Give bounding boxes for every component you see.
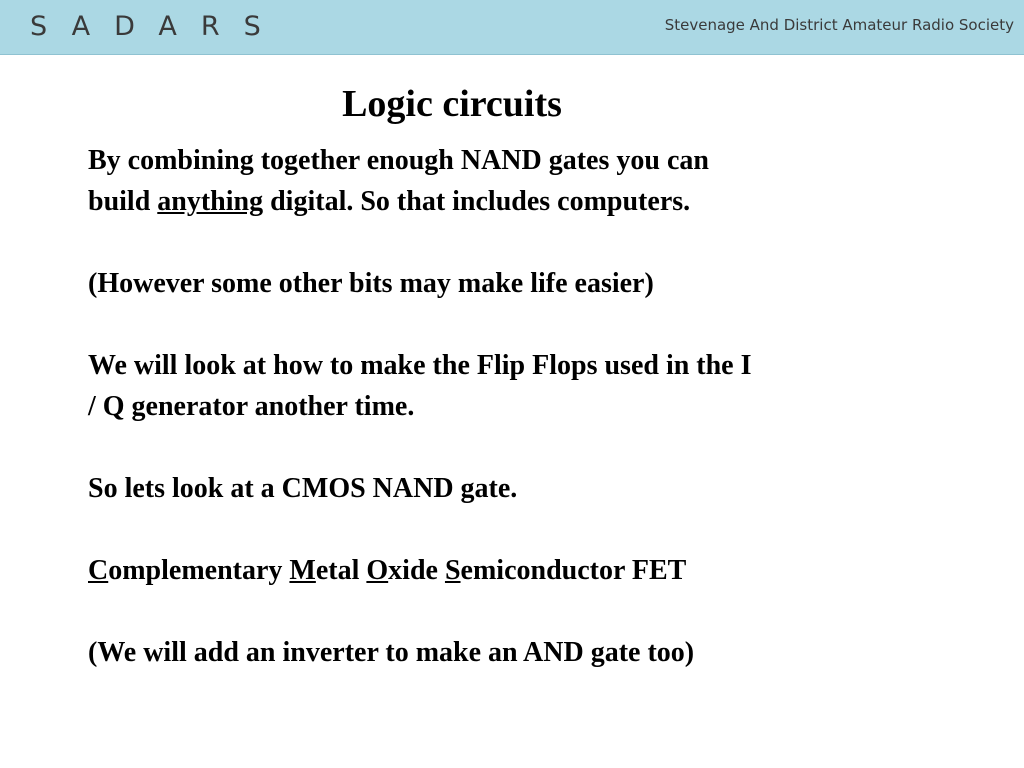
header-banner [0, 0, 1024, 55]
anything-underlined: anything [157, 186, 264, 217]
sadars-logo: SADARS [30, 11, 285, 42]
acronym-letter-c: C [88, 555, 109, 586]
paragraph-flip-flops [88, 345, 918, 427]
p1-line1: By combining together enough NAND gates you can [88, 145, 709, 176]
spacer [88, 222, 918, 263]
paragraph-cmos-acronym [88, 550, 918, 591]
paragraph-nand-gates [88, 140, 918, 222]
p3-line2: / Q generator another time. [88, 391, 415, 422]
spacer [88, 427, 918, 468]
p3-line1: We will look at how to make the Flip Flops used in the I [88, 350, 752, 381]
paragraph-inverter: (We will add an inverter to make an AND gate too) [88, 637, 695, 668]
paragraph-other-bits: (However some other bits may make life easier) [88, 268, 654, 299]
p1-line2-post: digital. So that includes computers. [263, 186, 691, 217]
acronym-word-xide: xide [388, 555, 445, 586]
acronym-letter-m: M [289, 555, 316, 586]
acronym-word-etal: etal [315, 555, 367, 586]
spacer [88, 509, 918, 550]
spacer [88, 591, 918, 632]
acronym-word-omplementary: omplementary [108, 555, 290, 586]
society-name: Stevenage And District Amateur Radio Society [664, 16, 1014, 34]
paragraph-cmos-nand: So lets look at a CMOS NAND gate. [88, 473, 518, 504]
acronym-word-emiconductor: emiconductor FET [460, 555, 687, 586]
acronym-letter-s: S [444, 555, 461, 586]
spacer [88, 304, 918, 345]
p1-line2-pre: build [88, 186, 158, 217]
acronym-letter-o: O [366, 555, 389, 586]
slide-body [88, 140, 918, 673]
slide-title: Logic circuits [342, 83, 562, 125]
